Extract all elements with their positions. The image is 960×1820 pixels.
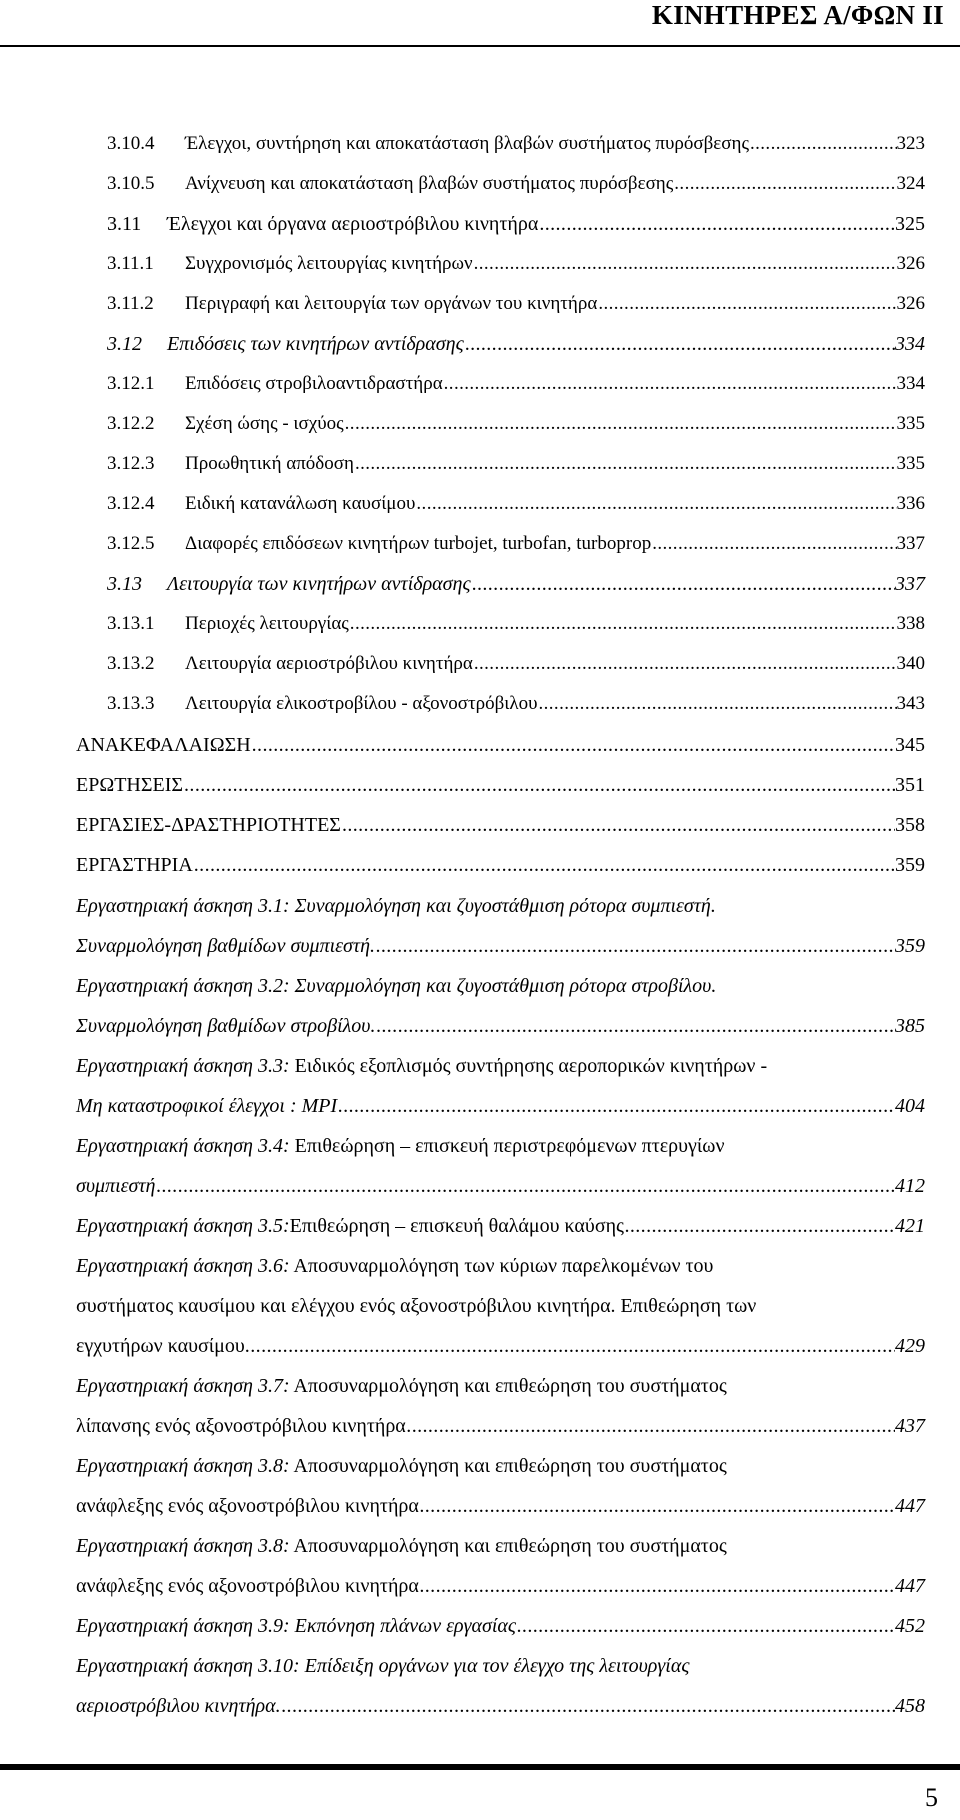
toc-entry[interactable] [107, 488, 925, 520]
toc-number: 3.13.1 [107, 613, 155, 634]
toc-page: 429 [895, 1335, 925, 1357]
toc-entry[interactable] [76, 1410, 925, 1442]
dot-leader [155, 1170, 895, 1202]
toc-page: 335 [896, 453, 925, 474]
dot-leader [749, 128, 897, 160]
dot-leader [651, 528, 896, 560]
toc-title: Ειδική κατανάλωση καυσίμου [185, 493, 416, 514]
toc-title: Επιδόσεις των κινητήρων αντίδρασης [167, 333, 464, 355]
toc-entry[interactable] [76, 930, 925, 962]
dot-leader [406, 1410, 895, 1442]
toc-title: ΕΡΓΑΣΙΕΣ-ΔΡΑΣΤΗΡΙΟΤΗΤΕΣ [76, 814, 341, 836]
toc-title: ΕΡΩΤΗΣΕΙΣ [76, 774, 184, 796]
lab-title-cont: εγχυτήρων καυσίμου. [76, 1335, 250, 1357]
toc-page: 458 [895, 1695, 925, 1717]
dot-leader [473, 648, 897, 680]
toc-entry[interactable] [107, 328, 925, 360]
dot-leader [443, 368, 897, 400]
toc-page: 334 [896, 373, 925, 394]
lab-title: Εργαστηριακή άσκηση 3.3: [76, 1055, 290, 1077]
toc-page: 447 [895, 1575, 925, 1597]
toc-entry[interactable] [76, 849, 925, 881]
dot-leader [419, 1570, 895, 1602]
toc-entry[interactable] [107, 688, 925, 720]
lab-title-cont: συμπιεστή [76, 1175, 156, 1197]
lab-title: Εργαστηριακή άσκηση 3.5: [76, 1215, 290, 1237]
lab-title: Εργαστηριακή άσκηση 3.2: Συναρμολόγηση και ζυγοστάθμιση ρότορα στροβίλου. [76, 975, 717, 997]
toc-page: 412 [895, 1175, 925, 1197]
lab-title-cont: ανάφλεξης ενός αξονοστρόβιλου κινητήρα [76, 1575, 419, 1597]
lab-title-cont: Συναρμολόγηση βαθμίδων στροβίλου. [76, 1015, 376, 1037]
toc-page: 452 [895, 1615, 925, 1637]
lab-title-line [76, 1050, 925, 1082]
toc-number: 3.11 [107, 213, 142, 235]
toc-title: ΕΡΓΑΣΤΗΡΙΑ [76, 854, 193, 876]
toc-entry[interactable] [107, 568, 925, 600]
lab-title-cont: ανάφλεξης ενός αξονοστρόβιλου κινητήρα [76, 1495, 419, 1517]
toc-entry[interactable] [76, 1570, 925, 1602]
dot-leader [673, 168, 896, 200]
toc-entry[interactable] [76, 1170, 925, 1202]
lab-title-line [76, 1370, 925, 1402]
lab-title: Επιθεώρηση – επισκευή θαλάμου καύσης [289, 1215, 624, 1237]
toc-page: 404 [895, 1095, 925, 1117]
toc-entry[interactable] [76, 1010, 925, 1042]
toc-entry[interactable] [107, 408, 925, 440]
toc-page: 323 [896, 133, 925, 154]
toc-page: 437 [895, 1415, 925, 1437]
lab-title-line [76, 1530, 925, 1562]
toc-page: 325 [895, 213, 925, 235]
dot-leader [464, 328, 895, 360]
toc-number: 3.10.4 [107, 133, 155, 154]
toc-entry[interactable] [76, 809, 925, 841]
lab-title-line [76, 1290, 925, 1322]
lab-title: Αποσυναρμολόγηση και επιθεώρηση του συστήματος [289, 1375, 727, 1397]
lab-title-cont: αεριοστρόβιλου κινητήρα. [76, 1695, 281, 1717]
toc-page: 340 [896, 653, 925, 674]
toc-title: Προωθητική απόδοση [185, 453, 354, 474]
toc-page: 345 [895, 734, 925, 756]
toc-title: Ανίχνευση και αποκατάσταση βλαβών συστήματος πυρόσβεσης [185, 173, 674, 194]
dot-leader [281, 1690, 895, 1722]
page-header [0, 0, 960, 47]
toc-page: 337 [896, 533, 925, 554]
lab-title-line [76, 1130, 925, 1162]
toc-entry[interactable] [76, 1610, 925, 1642]
toc-page: 343 [896, 693, 925, 714]
toc-page: 326 [896, 253, 925, 274]
lab-title: Εργαστηριακή άσκηση 3.1: Συναρμολόγηση και ζυγοστάθμιση ρότορα συμπιεστή. [76, 895, 716, 917]
toc-entry[interactable] [107, 608, 925, 640]
dot-leader [516, 1610, 895, 1642]
toc-page: 385 [895, 1015, 925, 1037]
dot-leader [250, 1330, 895, 1362]
toc-page: 359 [895, 935, 925, 957]
toc-page: 334 [895, 333, 925, 355]
toc-title: Λειτουργία αεριοστρόβιλου κινητήρα [185, 653, 473, 674]
toc-page: 338 [896, 613, 925, 634]
lab-title-line [76, 970, 925, 1002]
lab-title: Εργαστηριακή άσκηση 3.9: Εκπόνηση πλάνων εργασίας [76, 1615, 517, 1637]
lab-title: Αποσυναρμολόγηση και επιθεώρηση του συστήματος [289, 1535, 727, 1557]
lab-title: Εργαστηριακή άσκηση 3.10: Επίδειξη οργάνων για τον έλεγχο της λειτουργίας [76, 1655, 690, 1677]
lab-title-cont: συστήματος καυσίμου και ελέγχου ενός αξονοστρόβιλου κινητήρα. Επιθεώρηση των [76, 1295, 757, 1317]
toc-entry[interactable] [76, 729, 925, 761]
toc-entry[interactable] [107, 528, 925, 560]
toc-number: 3.13 [107, 573, 142, 595]
toc-page: 421 [895, 1215, 925, 1237]
dot-leader [183, 769, 895, 801]
toc-title: Λειτουργία ελικοστροβίλου - αξονοστρόβιλου [185, 693, 538, 714]
toc-page: 337 [895, 573, 925, 595]
dot-leader [193, 849, 895, 881]
lab-title: Εργαστηριακή άσκηση 3.6: [76, 1255, 290, 1277]
footer-divider [0, 1764, 960, 1770]
dot-leader [251, 729, 895, 761]
toc-entry[interactable] [76, 769, 925, 801]
dot-leader [337, 1090, 895, 1122]
dot-leader [419, 1490, 895, 1522]
dot-leader [375, 930, 895, 962]
toc-title: Λειτουργία των κινητήρων αντίδρασης [167, 573, 471, 595]
toc-entry[interactable] [107, 648, 925, 680]
toc-entry[interactable] [107, 288, 925, 320]
lab-title: Εργαστηριακή άσκηση 3.7: [76, 1375, 290, 1397]
toc-title: Έλεγχοι και όργανα αεριοστρόβιλου κινητήρα [167, 213, 539, 235]
toc-title: Επιδόσεις στροβιλοαντιδραστήρα [185, 373, 443, 394]
toc-page: 336 [896, 493, 925, 514]
toc-title: Διαφορές επιδόσεων κινητήρων turbojet, turbofan, turboprop [185, 533, 652, 554]
lab-title-line [76, 1250, 925, 1282]
toc-entry[interactable] [107, 248, 925, 280]
dot-leader [354, 448, 897, 480]
dot-leader [341, 809, 895, 841]
toc-title: Σχέση ώσης - ισχύος [185, 413, 344, 434]
dot-leader [597, 288, 896, 320]
toc-title: Περιοχές λειτουργίας [185, 613, 349, 634]
toc-page: 335 [896, 413, 925, 434]
toc-entry[interactable] [76, 1490, 925, 1522]
dot-leader [471, 568, 895, 600]
page-number: 5 [925, 1783, 938, 1812]
toc-number: 3.12 [107, 333, 142, 355]
toc-entry[interactable] [107, 128, 925, 160]
dot-leader [473, 248, 897, 280]
lab-title-cont: Συναρμολόγηση βαθμίδων συμπιεστή. [76, 935, 375, 957]
dot-leader [375, 1010, 895, 1042]
toc-page: 351 [895, 774, 925, 796]
toc-entry[interactable] [107, 168, 925, 200]
header-title: ΚΙΝΗΤΗΡΕΣ Α/ΦΩΝ ΙΙ [651, 0, 944, 30]
lab-title: Εργαστηριακή άσκηση 3.4: [76, 1135, 290, 1157]
lab-title-line [76, 1450, 925, 1482]
toc-number: 3.12.4 [107, 493, 155, 514]
lab-title: Εργαστηριακή άσκηση 3.8: [76, 1535, 290, 1557]
toc-entry[interactable] [76, 1090, 925, 1122]
toc-number: 3.11.2 [107, 293, 154, 314]
lab-title: Ειδικός εξοπλισμός συντήρησης αεροπορικών κινητήρων - [289, 1055, 768, 1077]
toc-entry[interactable] [76, 1330, 925, 1362]
toc-page: 447 [895, 1495, 925, 1517]
lab-title-line [76, 1650, 925, 1682]
toc-page: 358 [895, 814, 925, 836]
lab-title: Αποσυναρμολόγηση των κύριων παρελκομένων του [289, 1255, 714, 1277]
lab-title: Επιθεώρηση – επισκευή περιστρεφόμενων πτερυγίων [289, 1135, 725, 1157]
toc-title: Έλεγχοι, συντήρηση και αποκατάσταση βλαβών συστήματος πυρόσβεσης [185, 133, 749, 154]
toc-entry[interactable] [107, 448, 925, 480]
toc-number: 3.12.3 [107, 453, 155, 474]
dot-leader [415, 488, 896, 520]
toc-title: Περιγραφή και λειτουργία των οργάνων του κινητήρα [185, 293, 598, 314]
toc-page: 326 [896, 293, 925, 314]
toc-page: 324 [896, 173, 925, 194]
dot-leader [349, 608, 897, 640]
toc-number: 3.11.1 [107, 253, 154, 274]
lab-title: Αποσυναρμολόγηση και επιθεώρηση του συστήματος [289, 1455, 727, 1477]
toc-number: 3.12.1 [107, 373, 155, 394]
toc-entry[interactable] [76, 1210, 925, 1242]
lab-title-line [76, 890, 925, 922]
toc-title: Συγχρονισμός λειτουργίας κινητήρων [185, 253, 473, 274]
lab-title-cont: λίπανσης ενός αξονοστρόβιλου κινητήρα [76, 1415, 406, 1437]
dot-leader [624, 1210, 895, 1242]
dot-leader [538, 208, 895, 240]
toc-number: 3.12.2 [107, 413, 155, 434]
dot-leader [344, 408, 897, 440]
toc-number: 3.10.5 [107, 173, 155, 194]
toc-number: 3.12.5 [107, 533, 155, 554]
toc-entry[interactable] [107, 368, 925, 400]
toc-number: 3.13.3 [107, 693, 155, 714]
toc-number: 3.13.2 [107, 653, 155, 674]
toc-title: ΑΝΑΚΕΦΑΛΑΙΩΣΗ [76, 734, 251, 756]
dot-leader [537, 688, 896, 720]
toc-entry[interactable] [107, 208, 925, 240]
toc-page: 359 [895, 854, 925, 876]
toc-entry[interactable] [76, 1690, 925, 1722]
lab-title-cont: Μη καταστροφικοί έλεγχοι : MPI [76, 1095, 338, 1117]
lab-title: Εργαστηριακή άσκηση 3.8: [76, 1455, 290, 1477]
